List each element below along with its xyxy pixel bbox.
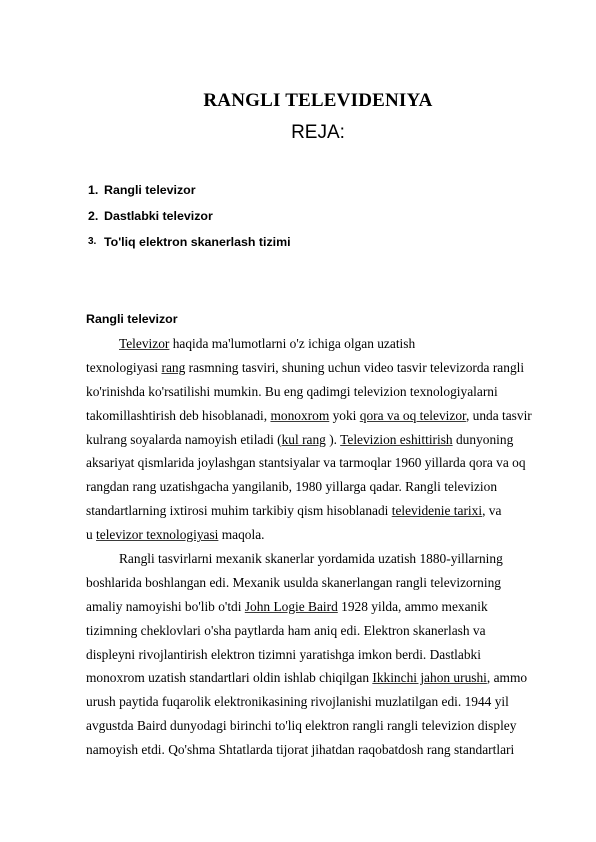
outline-text: To'liq elektron skanerlash tizimi [104,235,291,249]
hyperlink[interactable]: Televizor [119,336,170,351]
hyperlink[interactable]: televidenie tarixi [391,503,483,519]
text-run: namoyish etdi. Qo'shma Shtatlarda tijorat jihatdan raqobatdosh rang standartlari [86,742,515,758]
text-run: avgustda Baird dunyodagi birinchi to'liq elektron rangli rangli televizion displey [86,718,517,734]
outline-text: Dastlabki televizor [104,209,213,223]
text-run: texnologiyasi [86,359,162,375]
text-line [86,738,531,762]
hyperlink[interactable]: qora va oq televizor [359,407,466,423]
outline-number: 2. [88,209,99,223]
outline-number: 1. [88,183,99,197]
text-run: haqida ma'lumotlarni o'z ichiga olgan uzatish [169,336,416,351]
hyperlink[interactable]: televizor texnologiyasi [96,527,219,543]
text-line [86,666,531,690]
text-line [86,595,531,619]
outline-item [88,234,291,260]
text-run: monoxrom uzatish standartlari oldin ishlab chiqilgan [86,670,373,686]
document-subtitle: REJA: [291,122,345,143]
hyperlink[interactable]: Ikkinchi jahon urushi [372,670,487,686]
text-run: yoki [329,407,360,423]
text-line [86,690,531,714]
text-run: urush paytida fuqarolik elektronikasining rivojlanishi muzlatilgan edi. 1944 yil [86,694,509,710]
outline-number: 3. [88,236,97,247]
text-line [86,714,531,738]
outline-item [88,182,291,208]
text-run: , va [482,503,502,519]
section-heading: Rangli televizor [86,312,178,326]
text-line [86,428,531,452]
text-line [86,475,531,499]
text-line [86,571,531,595]
text-run: Rangli tasvirlarni mexanik skanerlar yordamida uzatish 1880-yillarning [119,551,503,567]
text-line [86,404,531,428]
text-line [86,380,531,404]
text-run: standartlarning ixtirosi muhim tarkibiy qism hisoblanadi [86,503,392,519]
text-run: dunyoning [452,431,514,447]
text-run: aksariyat qismlarida joylashgan stantsiyalar va tarmoqlar 1960 yillarda qora va oq [86,455,526,471]
text-run: rangdan rang uzatishgacha yangilanib, 1980 yillarga qadar. Rangli televizion [86,479,498,495]
text-line [86,619,531,643]
outline-item [88,208,291,234]
outline-list [88,182,291,260]
text-run: 1928 yilda, ammo mexanik [337,598,488,614]
text-line [86,332,531,356]
outline-text: Rangli televizor [104,183,196,197]
text-run: amaliy namoyishi bo'lib o'tdi [86,598,245,614]
text-run: maqola. [218,527,265,543]
text-line [86,451,531,475]
text-line [86,356,531,380]
text-run: boshlarida boshlangan edi. Mexanik usulda skanerlangan rangli televizorning [86,574,501,590]
text-run: takomillashtirish deb hisoblanadi, [86,407,271,423]
text-line [86,523,531,547]
hyperlink[interactable]: monoxrom [270,407,330,423]
text-run: , unda tasvir [465,407,532,423]
text-line [86,499,531,523]
hyperlink[interactable]: rang [161,359,186,375]
text-run: kulrang soyalarda namoyish etiladi ( [86,431,282,447]
hyperlink[interactable]: Televizion eshittirish [340,431,453,447]
text-line [86,643,531,667]
text-run: ). [325,431,341,447]
text-run: , ammo [486,670,528,686]
hyperlink[interactable]: John Logie Baird [244,598,338,614]
text-run: u [86,527,97,543]
text-run: rasmning tasviri, shuning uchun video tasvir televizorda rangli [185,359,525,375]
text-run: ko'rinishda ko'rsatilishi mumkin. Bu eng qadimgi televizion texnologiyalarni [86,383,498,399]
hyperlink[interactable]: kul rang [281,431,326,447]
text-run: displeyni rivojlantirish elektron tizimni yaratishga imkon berdi. Dastlabki [86,646,481,662]
document-title: RANGLI TELEVIDENIYA [203,90,433,111]
text-run: tizimning cheklovlari o'sha paytlarda ham aniq edi. Elektron skanerlash va [86,622,486,638]
text-line [86,547,531,571]
body-text [86,332,531,762]
